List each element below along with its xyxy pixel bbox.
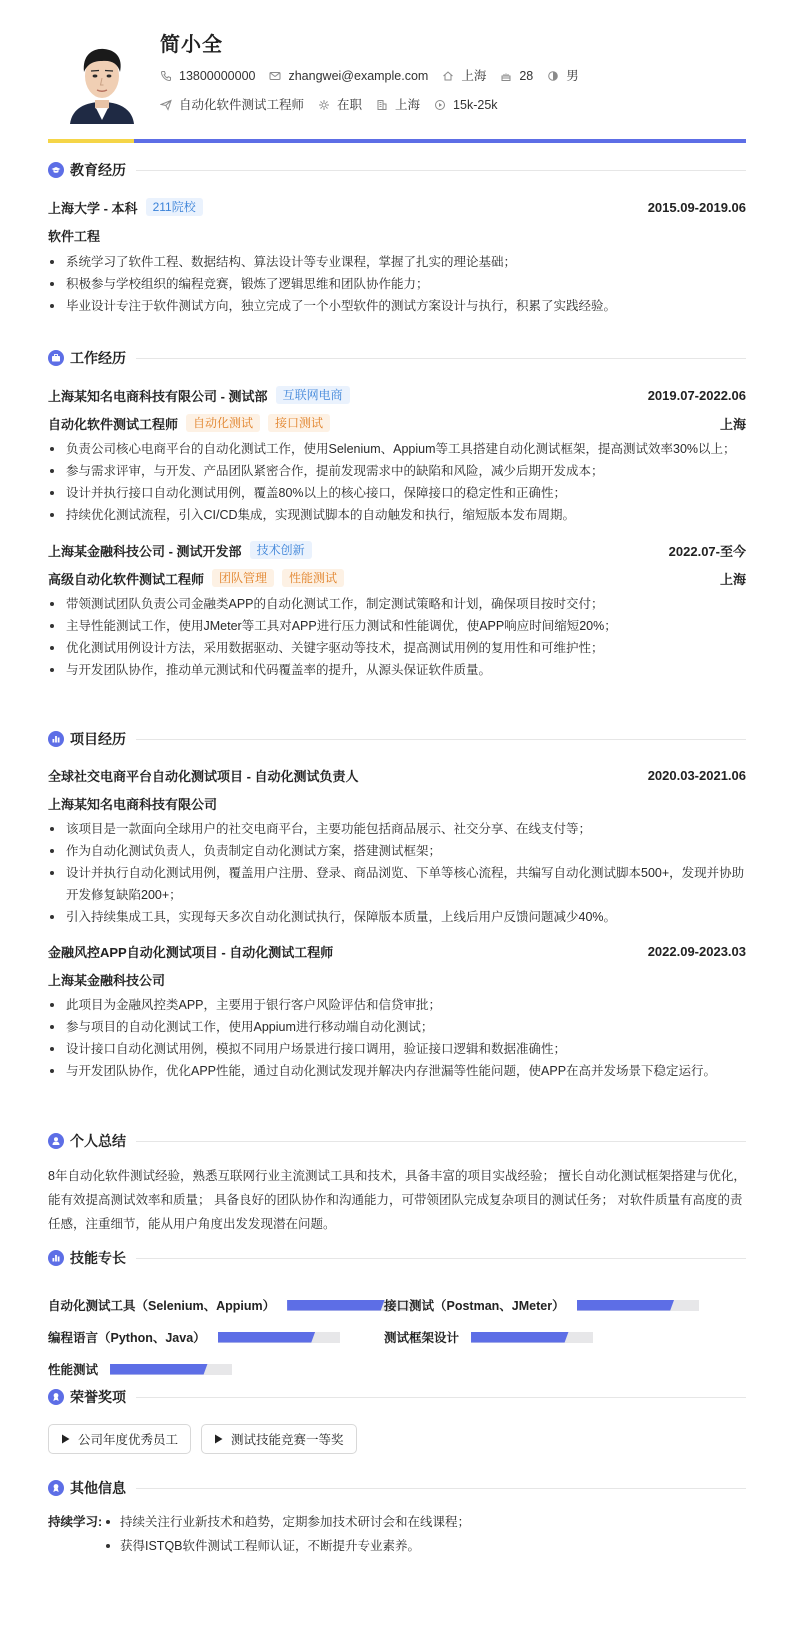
- work-section: [48, 348, 746, 681]
- skill-item: [48, 1296, 409, 1314]
- age-text: 28: [519, 69, 534, 83]
- email-info: [269, 69, 428, 83]
- project-name: 金融风控APP自动化测试项目 - 自动化测试工程师: [48, 944, 334, 960]
- summary-title: 个人总结: [70, 1133, 126, 1149]
- job-position: 自动化软件测试工程师: [48, 416, 179, 432]
- job-2-bullets: [48, 593, 746, 681]
- education-header: [48, 160, 746, 180]
- awards-header: [48, 1387, 746, 1407]
- other-label: 持续学习:: [48, 1515, 103, 1529]
- job-row: [160, 98, 512, 112]
- job-1-header: [48, 385, 746, 405]
- list-item: 此项目为金融风控类APP，主要用于银行客户风险评估和信贷审批；: [48, 994, 746, 1016]
- list-item: 主导性能测试工作，使用JMeter等工具对APP进行压力测试和性能调优，使APP响应时间缩短20%；: [48, 615, 746, 637]
- skill-label: 性能测试: [48, 1363, 99, 1377]
- skill-bar-fill: [577, 1300, 675, 1311]
- email-icon: [269, 70, 281, 82]
- project-date: 2022.09-2023.03: [647, 943, 746, 959]
- list-item: 参与需求评审，与开发、产品团队紧密合作，提前发现需求中的缺陷和风险，减少后期开发成本；: [48, 460, 746, 482]
- project-2-header: [48, 941, 746, 961]
- education-row: [48, 197, 746, 217]
- education-title: 教育经历: [70, 162, 126, 178]
- other-header: [48, 1478, 746, 1498]
- email-text: zhangwei@example.com: [288, 69, 429, 83]
- skill-item: [48, 1360, 232, 1378]
- awards-list: [48, 1424, 746, 1454]
- phone-info: [160, 69, 255, 83]
- summary-text: 8年自动化软件测试经验，熟悉互联网行业主流测试工具和技术，具备丰富的项目实战经验； 擅长自动化测试框架搭建与优化，能有效提高测试效率和质量； 具备良好的团队协作和沟通能力，可带领团队完成复杂项目的测试任务； 对软件质量有高度的责任感，注重细节，能从用户角度出发发现潜在问题。: [48, 1169, 746, 1231]
- award-chip: [48, 1424, 191, 1454]
- job-skill-tag: 接口测试: [268, 414, 330, 432]
- list-item: 该项目是一款面向全球用户的社交电商平台，主要功能包括商品展示、社交分享、在线支付等；: [48, 818, 746, 840]
- other-section: [48, 1478, 746, 1558]
- skills-title: 技能专长: [70, 1250, 126, 1266]
- skill-label: 自动化测试工具（Selenium、Appium）: [48, 1299, 276, 1313]
- section-divider: [136, 358, 746, 359]
- avatar: [62, 34, 142, 124]
- send-icon: [160, 99, 172, 111]
- home-icon: [442, 70, 454, 82]
- education-section: [48, 160, 746, 317]
- list-item: 带领测试团队负责公司金融类APP的自动化测试工作，制定测试策略和计划，确保项目按时交付；: [48, 593, 746, 615]
- gender-info: [547, 69, 579, 83]
- projects-header: [48, 729, 746, 749]
- skills-grid: [48, 1268, 746, 1377]
- job-location: 上海: [719, 416, 746, 432]
- list-item: 获得ISTQB软件测试工程师认证，不断提升专业素养。: [104, 1534, 470, 1558]
- job-company: 上海某知名电商科技有限公司 - 测试部: [48, 388, 268, 404]
- project-1-bullets: [48, 818, 746, 928]
- gender-text: 男: [566, 69, 579, 83]
- work-header: [48, 348, 746, 368]
- job-2-position-row: [48, 568, 746, 588]
- skill-bar: [471, 1332, 593, 1343]
- bar-chart-icon: [48, 731, 64, 747]
- building-icon: [376, 99, 388, 111]
- projects-section: [48, 729, 746, 1082]
- skill-bar-fill: [471, 1332, 569, 1343]
- play-icon: [214, 1434, 223, 1444]
- skill-item: [384, 1328, 593, 1346]
- major-row: [48, 225, 746, 245]
- location-info: [442, 69, 486, 83]
- education-date: 2015.09-2019.06: [647, 199, 746, 215]
- skill-label: 接口测试（Postman、JMeter）: [384, 1299, 565, 1313]
- award-chip: [201, 1424, 357, 1454]
- summary-header: [48, 1131, 746, 1151]
- work-title: 工作经历: [70, 350, 126, 366]
- section-divider: [136, 1397, 746, 1398]
- project-company: 上海某知名电商科技有限公司: [48, 796, 218, 812]
- section-divider: [136, 1258, 746, 1259]
- project-1-company-row: [48, 793, 746, 813]
- candidate-name: 简小全: [160, 34, 223, 56]
- projects-title: 项目经历: [70, 731, 126, 747]
- list-item: 与开发团队协作，推动单元测试和代码覆盖率的提升，从源头保证软件质量。: [48, 659, 746, 681]
- section-divider: [136, 1141, 746, 1142]
- skill-bar-fill: [110, 1364, 208, 1375]
- skill-bar: [110, 1364, 232, 1375]
- job-date: 2019.07-2022.06: [647, 387, 746, 403]
- skill-label: 编程语言（Python、Java）: [48, 1331, 206, 1345]
- bar-chart-icon: [48, 1250, 64, 1266]
- salary-text: 15k-25k: [453, 98, 498, 112]
- job-title-text: 自动化软件测试工程师: [179, 98, 305, 112]
- section-divider: [136, 739, 746, 740]
- city-info: [376, 98, 420, 112]
- section-divider: [136, 170, 746, 171]
- job-company-tag: 技术创新: [250, 541, 312, 559]
- list-item: 引入持续集成工具，实现每天多次自动化测试执行，保障版本质量，上线后用户反馈问题减少40%。: [48, 906, 746, 928]
- list-item: 参与项目的自动化测试工作，使用Appium进行移动端自动化测试；: [48, 1016, 746, 1038]
- education-bullets: [48, 251, 746, 317]
- graduation-cap-icon: [48, 162, 64, 178]
- gender-icon: [547, 70, 559, 82]
- award-icon: [48, 1480, 64, 1496]
- skill-bar: [577, 1300, 699, 1311]
- skill-bar: [218, 1332, 340, 1343]
- skills-header: [48, 1248, 746, 1268]
- other-row: [48, 1510, 746, 1558]
- skill-bar-fill: [287, 1300, 385, 1311]
- awards-section: [48, 1387, 746, 1454]
- phone-text: 13800000000: [179, 69, 256, 83]
- accent-bar-yellow: [48, 139, 134, 143]
- list-item: 持续关注行业新技术和趋势，定期参加技术研讨会和在线课程；: [104, 1510, 470, 1534]
- job-skill-tag: 自动化测试: [186, 414, 260, 432]
- job-company-tag: 互联网电商: [276, 386, 350, 404]
- accent-bar-blue: [134, 139, 746, 143]
- job-skill-tag: 团队管理: [212, 569, 274, 587]
- job-1-bullets: [48, 438, 746, 526]
- job-skill-tag: 性能测试: [282, 569, 344, 587]
- contact-row: [160, 69, 593, 83]
- skill-item: [48, 1328, 340, 1346]
- list-item: 系统学习了软件工程、数据结构、算法设计等专业课程，掌握了扎实的理论基础；: [48, 251, 746, 273]
- header-accent-bar: [48, 139, 746, 143]
- job-1-position-row: [48, 413, 746, 433]
- award-label: 公司年度优秀员工: [78, 1433, 179, 1447]
- school-tag: 211院校: [146, 198, 203, 216]
- resume-header: [48, 0, 746, 140]
- other-title: 其他信息: [70, 1480, 126, 1496]
- list-item: 优化测试用例设计方法，采用数据驱动、关键字驱动等技术，提高测试用例的复用性和可维护性；: [48, 637, 746, 659]
- list-item: 作为自动化测试负责人，负责制定自动化测试方案，搭建测试框架；: [48, 840, 746, 862]
- project-1-header: [48, 765, 746, 785]
- project-2-company-row: [48, 969, 746, 989]
- awards-title: 荣誉奖项: [70, 1389, 126, 1405]
- list-item: 设计并执行自动化测试用例，覆盖用户注册、登录、商品浏览、下单等核心流程，共编写自动化测试脚本500+，发现并协助开发修复缺陷200+；: [48, 862, 746, 906]
- phone-icon: [160, 70, 172, 82]
- user-icon: [48, 1133, 64, 1149]
- cake-icon: [500, 70, 512, 82]
- job-company: 上海某金融科技公司 - 测试开发部: [48, 543, 242, 559]
- job-location: 上海: [719, 571, 746, 587]
- list-item: 设计接口自动化测试用例，模拟不同用户场景进行接口调用，验证接口逻辑和数据准确性；: [48, 1038, 746, 1060]
- job-position: 高级自动化软件测试工程师: [48, 571, 205, 587]
- job-title-info: [160, 98, 304, 112]
- job-2-header: [48, 540, 746, 560]
- briefcase-icon: [48, 350, 64, 366]
- status-gear-icon: [318, 99, 330, 111]
- award-label: 测试技能竞赛一等奖: [231, 1433, 344, 1447]
- project-name: 全球社交电商平台自动化测试项目 - 自动化测试负责人: [48, 768, 359, 784]
- list-item: 持续优化测试流程，引入CI/CD集成，实现测试脚本的自动触发和执行，缩短版本发布周期。: [48, 504, 746, 526]
- location-text: 上海: [461, 69, 487, 83]
- age-info: [500, 69, 533, 83]
- other-list: [104, 1510, 470, 1558]
- status-info: [318, 98, 362, 112]
- list-item: 毕业设计专注于软件测试方向，独立完成了一个小型软件的测试方案设计与执行，积累了实践经验。: [48, 295, 746, 317]
- list-item: 与开发团队协作，优化APP性能，通过自动化测试发现并解决内存泄漏等性能问题，使APP在高并发场景下稳定运行。: [48, 1060, 746, 1082]
- list-item: 设计并执行接口自动化测试用例，覆盖80%以上的核心接口，保障接口的稳定性和正确性；: [48, 482, 746, 504]
- project-date: 2020.03-2021.06: [647, 767, 746, 783]
- salary-info: [434, 98, 497, 112]
- job-date: 2022.07-至今: [668, 543, 746, 559]
- award-icon: [48, 1389, 64, 1405]
- major-name: 软件工程: [48, 228, 101, 244]
- skill-label: 测试框架设计: [384, 1331, 460, 1345]
- summary-section: [48, 1131, 746, 1236]
- city-text: 上海: [395, 98, 421, 112]
- project-2-bullets: [48, 994, 746, 1082]
- section-divider: [136, 1488, 746, 1489]
- play-circle-icon: [434, 99, 446, 111]
- skill-bar-fill: [218, 1332, 316, 1343]
- skill-item: [384, 1296, 699, 1314]
- status-text: 在职: [337, 98, 363, 112]
- list-item: 负责公司核心电商平台的自动化测试工作，使用Selenium、Appium等工具搭建自动化测试框架，提高测试效率30%以上；: [48, 438, 746, 460]
- skills-section: [48, 1248, 746, 1377]
- play-icon: [61, 1434, 70, 1444]
- project-company: 上海某金融科技公司: [48, 972, 166, 988]
- list-item: 积极参与学校组织的编程竞赛，锻炼了逻辑思维和团队协作能力；: [48, 273, 746, 295]
- school-name: 上海大学 - 本科: [48, 200, 138, 216]
